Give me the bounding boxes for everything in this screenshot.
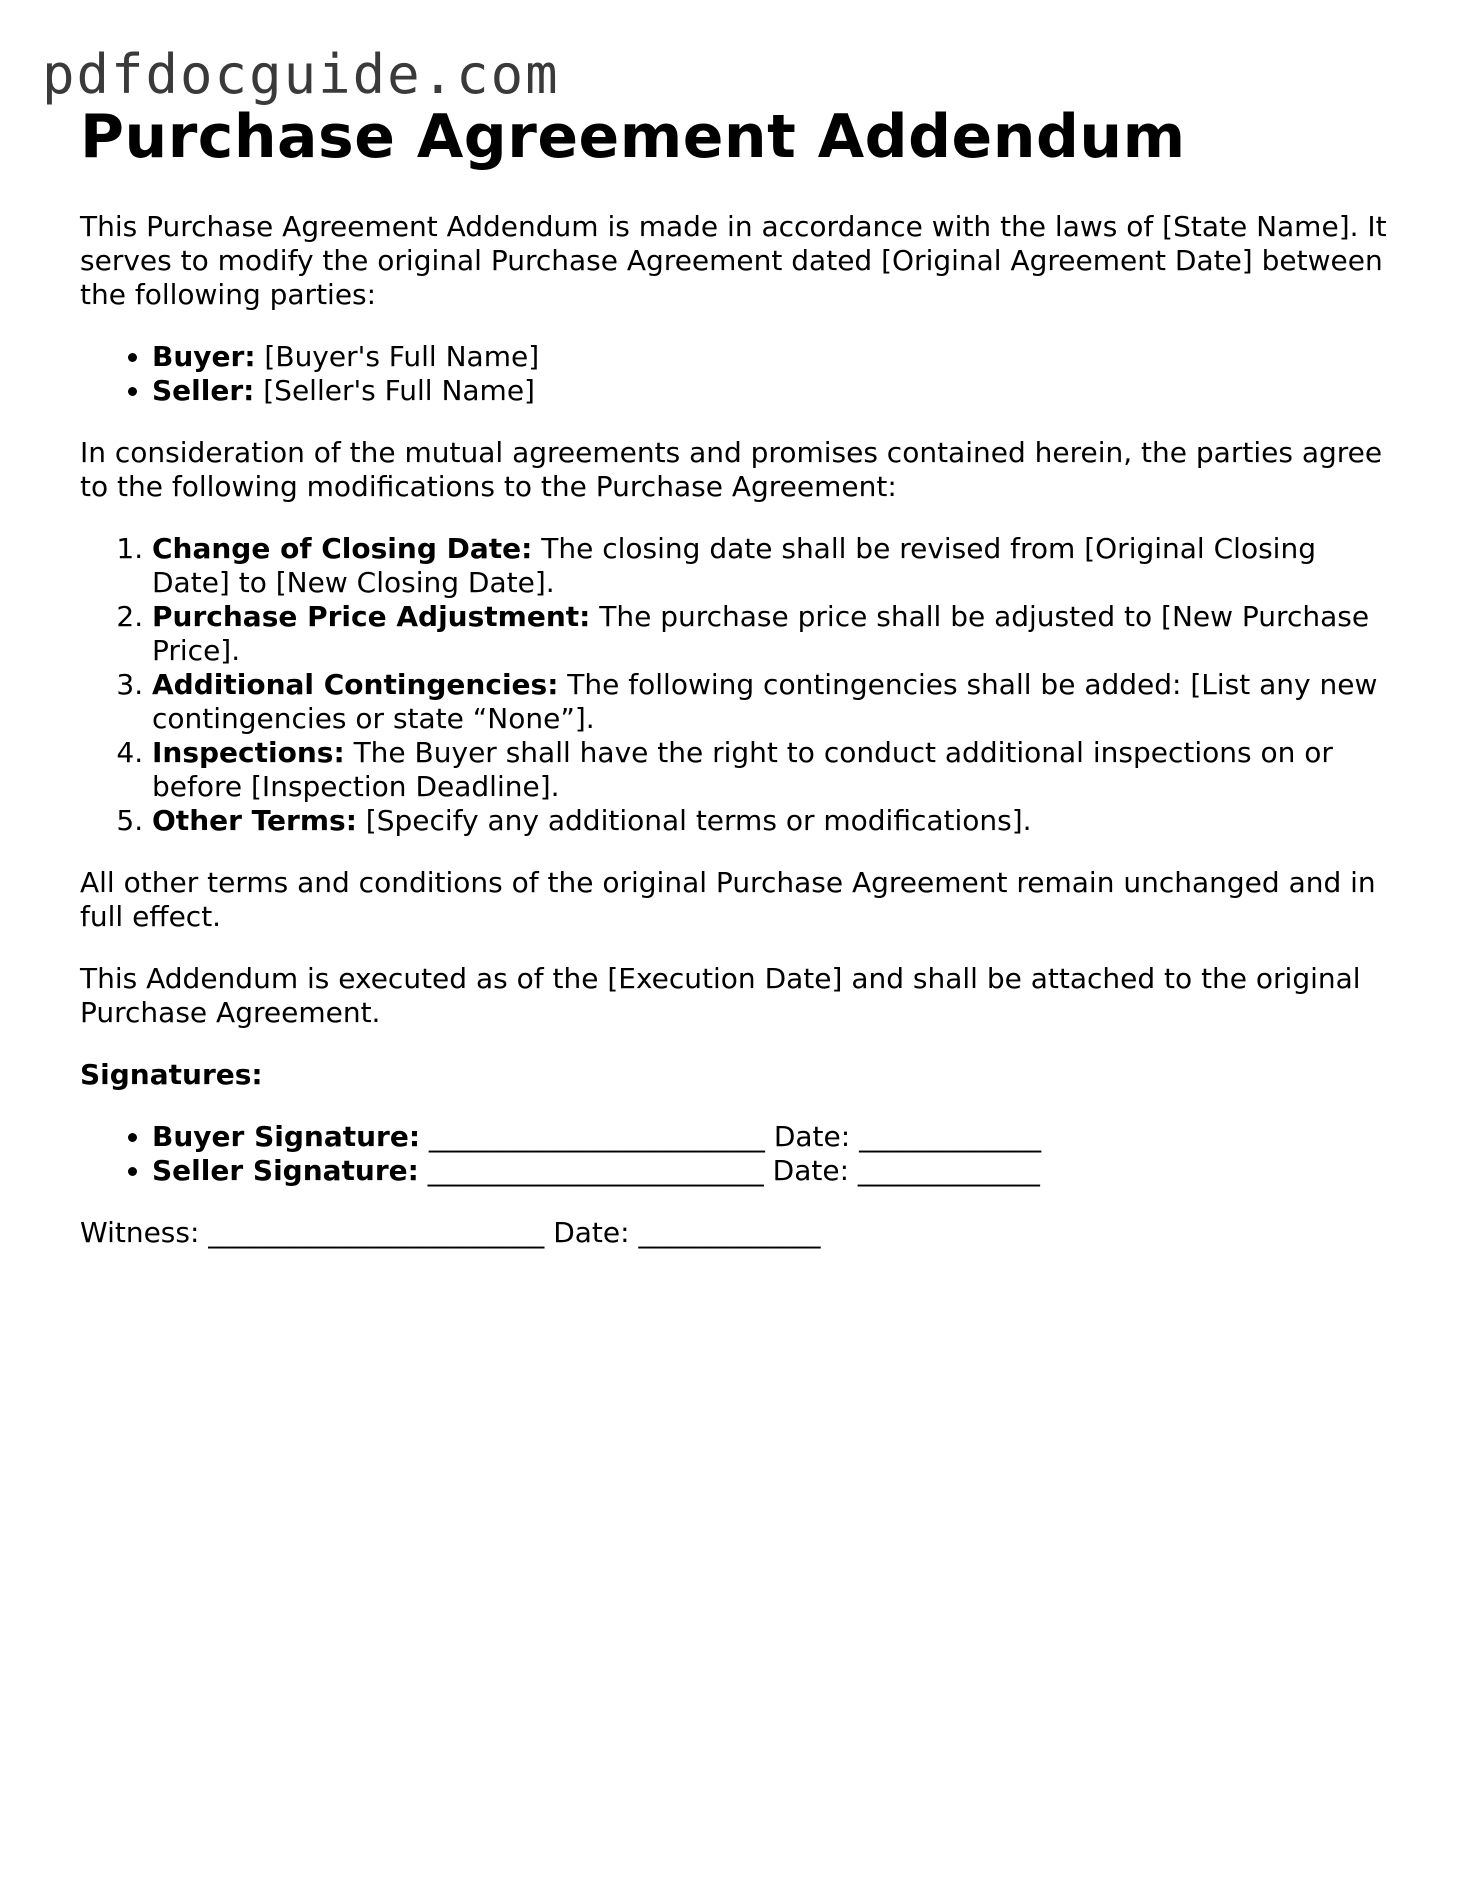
signature-item-buyer xyxy=(152,1120,1400,1154)
unchanged-paragraph: All other terms and conditions of the original Purchase Agreement remain unchanged and in full effect. xyxy=(80,866,1376,933)
party-label: Seller: xyxy=(152,374,255,407)
watermark-logo: pdfdocguide.com xyxy=(42,43,560,106)
term-item-other-terms xyxy=(152,804,1400,838)
signature-line: ________________________ Date: _____________ xyxy=(420,1120,1042,1153)
signature-label: Buyer Signature: xyxy=(152,1120,421,1153)
term-text: The following contingencies shall be added: [List any new contingencies or state “None”]. xyxy=(152,668,1378,735)
signature-label: Seller Signature: xyxy=(152,1154,419,1187)
party-value: [Seller's Full Name] xyxy=(254,374,535,407)
term-item-closing-date xyxy=(152,532,1400,600)
execution-paragraph: This Addendum is executed as of the [Execution Date] and shall be attached to the original Purchase Agreement. xyxy=(80,962,1361,1029)
term-text: The closing date shall be revised from [Original Closing Date] to [New Closing Date]. xyxy=(152,532,1316,599)
witness-line: Witness: ________________________ Date: _____________ xyxy=(80,1216,821,1249)
term-label: Purchase Price Adjustment: xyxy=(152,600,591,633)
signature-item-seller xyxy=(152,1154,1400,1188)
party-label: Buyer: xyxy=(152,340,256,373)
document-title: Purchase Agreement Addendum xyxy=(80,102,1186,172)
term-label: Inspections: xyxy=(152,736,345,769)
consideration-paragraph: In consideration of the mutual agreements and promises contained herein, the parties agree to the following modifications to the Purchase Agreement: xyxy=(80,436,1383,503)
term-text: [Specify any additional terms or modifications]. xyxy=(356,804,1032,837)
intro-paragraph: This Purchase Agreement Addendum is made in accordance with the laws of [State Name]. It serves to modify the original Purchase Agreement dated [Original Agreement Date] between the following parties: xyxy=(80,210,1387,311)
document-body xyxy=(80,98,1400,1250)
term-label: Change of Closing Date: xyxy=(152,532,533,565)
term-item-inspections xyxy=(152,736,1400,804)
term-item-contingencies xyxy=(152,668,1400,736)
term-item-price-adjustment xyxy=(152,600,1400,668)
term-text: The Buyer shall have the right to conduct additional inspections on or before [Inspection Deadline]. xyxy=(152,736,1333,803)
term-label: Other Terms: xyxy=(152,804,357,837)
signatures-list xyxy=(80,1120,1400,1188)
party-item-buyer xyxy=(152,340,1400,374)
signatures-heading: Signatures: xyxy=(80,1058,263,1091)
parties-list xyxy=(80,340,1400,408)
term-label: Additional Contingencies: xyxy=(152,668,559,701)
party-item-seller xyxy=(152,374,1400,408)
signature-line: ________________________ Date: _____________ xyxy=(418,1154,1040,1187)
term-text: The purchase price shall be adjusted to [New Purchase Price]. xyxy=(152,600,1370,667)
modifications-list xyxy=(80,532,1400,838)
party-value: [Buyer's Full Name] xyxy=(255,340,540,373)
